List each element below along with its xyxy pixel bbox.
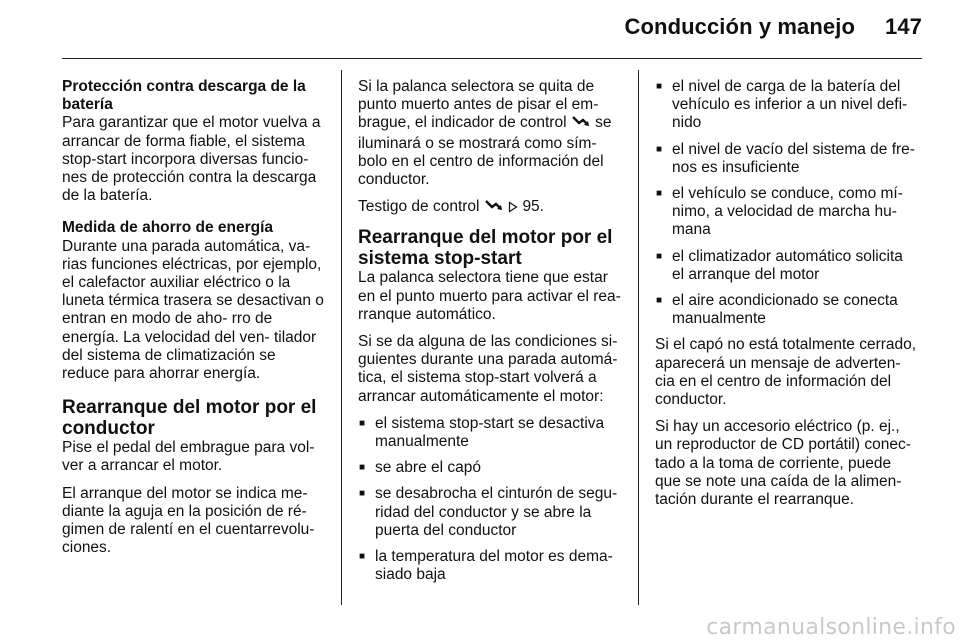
auto-stop-arrow-icon bbox=[484, 199, 504, 218]
paragraph-control-indicator bbox=[358, 78, 622, 189]
paragraph-control-light-ref bbox=[358, 198, 622, 218]
conditions-list bbox=[358, 415, 622, 585]
auto-stop-arrow-icon bbox=[571, 115, 591, 134]
watermark: carmanualsonline.info bbox=[706, 615, 956, 640]
paragraph-energy-saving: Durante una parada automática, va- rias funciones eléctricas, por ejemplo, el calefactor auxiliar eléctrico o la luneta térmica trasera se desactivan o entran en modo de aho- rro de energía. La velocidad del ven- tilador del sistema de climatización se reduce para ahorrar energía. bbox=[62, 237, 324, 383]
heading-driver-restart: Rearranque del motor por el conductor bbox=[62, 397, 317, 440]
page-reference-triangle-icon bbox=[508, 200, 518, 218]
paragraph-neutral-gear: La palanca selectora tiene que estar en el punto muerto para activar el rea- rranque automático. bbox=[358, 269, 621, 323]
conditions-list-continued bbox=[655, 78, 919, 328]
paragraph-battery-protection: Para garantizar que el motor vuelva a arrancar de forma fiable, el sistema stop-start incorpora diversas funcio- nes de protección contra la descarga de la batería. bbox=[62, 114, 321, 205]
paragraph-clutch: Pise el pedal del embrague para vol- ver a arrancar el motor. bbox=[62, 439, 315, 475]
subheading-energy-saving: Medida de ahorro de energía bbox=[62, 219, 274, 237]
page-reference-number: 95. bbox=[522, 198, 544, 216]
section-title: Conducción y manejo bbox=[624, 14, 855, 39]
column-divider-1 bbox=[341, 70, 342, 605]
list-item: ■ la temperatura del motor es dema- siado baja bbox=[358, 548, 622, 584]
paragraph-hood-warning: Si el capó no está totalmente cerrado, aparecerá un mensaje de adverten- cia en el centro de información del conductor. bbox=[655, 336, 917, 409]
heading-system-restart: Rearranque del motor por el sistema stop-start bbox=[358, 227, 613, 270]
paragraph-conditions: Si se da alguna de las condiciones si- guientes durante una parada automá- tica, el sistema stop-start volverá a arrancar automáticamente el motor: bbox=[358, 333, 618, 405]
page-number: 147 bbox=[884, 14, 922, 39]
column-divider-2 bbox=[638, 70, 639, 605]
paragraph-control-indicator-start: Si la palanca selectora se quita de punto muerto antes de pisar el em- brague, el indicador de control bbox=[358, 78, 599, 132]
column-3 bbox=[655, 78, 919, 518]
column-2 bbox=[358, 78, 622, 592]
subheading-battery-protection: Protección contra descarga de la batería bbox=[62, 78, 306, 114]
list-item: ■ el climatizador automático solicita el arranque del motor bbox=[655, 248, 919, 284]
list-item: ■ el sistema stop-start se desactiva manualmente bbox=[358, 415, 622, 451]
paragraph-control-indicator-end: se iluminará o se mostrará como sím- bolo en el centro de información del conductor. bbox=[358, 114, 612, 189]
list-item: ■ se desabrocha el cinturón de segu- ridad del conductor y se abre la puerta del conductor bbox=[358, 485, 622, 540]
header-divider bbox=[62, 58, 922, 59]
list-item: ■ el aire acondicionado se conecta manualmente bbox=[655, 292, 919, 328]
paragraph-accessory-power: Si hay un accesorio eléctrico (p. ej., un reproductor de CD portátil) conec- tado a la toma de corriente, puede que se note una caída de la alimen- tación durante el rearranque. bbox=[655, 418, 911, 509]
control-light-label: Testigo de control bbox=[358, 198, 480, 216]
list-item: ■ se abre el capó bbox=[358, 459, 622, 477]
list-item: ■ el nivel de carga de la batería del vehículo es inferior a un nivel defi- nido bbox=[655, 78, 919, 133]
column-1 bbox=[62, 78, 324, 566]
list-item: ■ el vehículo se conduce, como mí- nimo, a velocidad de marcha hu- mana bbox=[655, 185, 919, 240]
page-header bbox=[625, 14, 923, 40]
list-item: ■ el nivel de vacío del sistema de fre- nos es insuficiente bbox=[655, 141, 919, 177]
paragraph-tachometer: El arranque del motor se indica me- diante la aguja en la posición de ré- gimen de ralentí en el cuentarrevolu- ciones. bbox=[62, 484, 315, 557]
